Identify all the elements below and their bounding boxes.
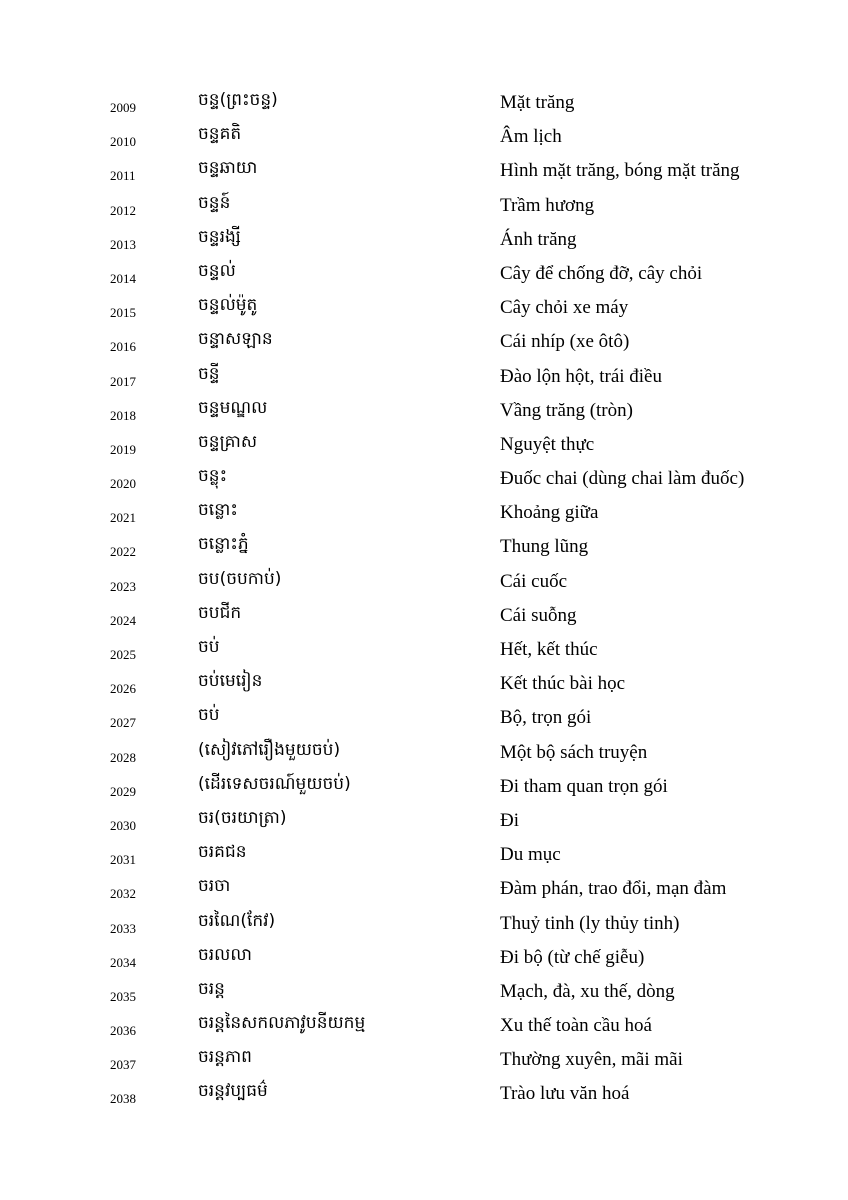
entry-khmer-term: ចប(ចបកាប់) — [198, 568, 282, 589]
entry-vietnamese-meaning: Nguyệt thực — [500, 433, 595, 455]
entry-number: 2017 — [110, 373, 136, 389]
entry-number: 2019 — [110, 441, 136, 457]
entry-number: 2024 — [110, 612, 136, 628]
entry-khmer-term: ចន្ទឆាយា — [198, 158, 258, 179]
entry-khmer-term: ចរណៃ(កែវ) — [198, 910, 276, 931]
entry-row — [0, 361, 848, 395]
entry-number: 2016 — [110, 339, 136, 355]
entry-vietnamese-meaning: Bộ, trọn gói — [500, 707, 592, 729]
entry-vietnamese-meaning: Xu thế toàn cầu hoá — [500, 1015, 652, 1037]
entry-row — [0, 190, 848, 224]
entry-khmer-term: ចប់ — [198, 705, 220, 726]
entry-number: 2026 — [110, 681, 136, 697]
entry-number: 2035 — [110, 988, 136, 1004]
entry-row — [0, 566, 848, 600]
entry-row — [0, 224, 848, 258]
entry-khmer-term: ចរន្តភាព — [198, 1047, 252, 1068]
entry-vietnamese-meaning: Cái cuốc — [500, 570, 568, 592]
entry-row — [0, 395, 848, 429]
entry-number: 2009 — [110, 100, 136, 115]
entry-khmer-term: ចន្ទមណ្ឌល — [198, 397, 268, 418]
entry-vietnamese-meaning: Hết, kết thúc — [500, 639, 598, 660]
entry-row — [0, 155, 848, 189]
entry-vietnamese-meaning: Hình mặt trăng, bóng mặt trăng — [500, 160, 740, 182]
entry-row — [0, 87, 848, 121]
entry-khmer-term: ចន្ទ(ព្រះចន្ទ) — [198, 90, 278, 110]
entry-number: 2014 — [110, 270, 136, 286]
entry-number: 2037 — [110, 1057, 136, 1073]
entry-row — [0, 668, 848, 702]
entry-number: 2020 — [110, 476, 136, 492]
entry-row — [0, 908, 848, 942]
entry-number: 2033 — [110, 920, 136, 936]
entry-number: 2030 — [110, 817, 136, 833]
entry-number: 2011 — [110, 168, 136, 184]
entry-vietnamese-meaning: Âm lịch — [500, 126, 562, 148]
entry-row — [0, 634, 848, 668]
entry-vietnamese-meaning: Đi bộ (từ chế giễu) — [500, 946, 645, 968]
entry-number: 2028 — [110, 749, 136, 765]
entry-khmer-term: ចន្ទល់ — [198, 260, 236, 281]
entry-number: 2029 — [110, 783, 136, 799]
entry-khmer-term: ចន្ទន៍ — [198, 192, 231, 213]
entry-row — [0, 600, 848, 634]
entry-khmer-term: ចន្លុះ — [198, 466, 228, 487]
entry-number: 2036 — [110, 1023, 136, 1039]
entry-khmer-term: ចប់មេរៀន — [198, 671, 263, 692]
entry-khmer-term: ចន្ទរង្សី — [198, 226, 241, 247]
entry-number: 2010 — [110, 134, 136, 150]
entry-khmer-term: ចន្ទគតិ — [198, 124, 242, 145]
entry-number: 2038 — [110, 1091, 136, 1107]
entry-vietnamese-meaning: Thuỷ tinh (ly thủy tinh) — [500, 912, 680, 934]
entry-khmer-term: ចរលលា — [198, 944, 252, 965]
entry-khmer-term: ចបជីក — [198, 602, 242, 623]
entry-vietnamese-meaning: Đào lộn hột, trái điều — [500, 365, 662, 387]
entry-khmer-term: ចរ(ចរយាត្រា) — [198, 807, 287, 828]
entry-khmer-term: (ដើរទេសចរណ៍មួយចប់) — [198, 773, 351, 794]
entry-row — [0, 497, 848, 531]
entry-khmer-term: ចប់ — [198, 637, 220, 657]
entry-row — [0, 121, 848, 155]
entry-number: 2021 — [110, 510, 136, 526]
entry-row — [0, 531, 848, 565]
entry-vietnamese-meaning: Cây để chống đỡ, cây chỏi — [500, 262, 703, 284]
entry-vietnamese-meaning: Đàm phán, trao đổi, mạn đàm — [500, 878, 727, 900]
entry-vietnamese-meaning: Trầm hương — [500, 194, 595, 216]
entry-list — [0, 87, 848, 1113]
entry-row — [0, 839, 848, 873]
entry-number: 2027 — [110, 715, 136, 731]
entry-vietnamese-meaning: Trào lưu văn hoá — [500, 1083, 630, 1105]
entry-row — [0, 976, 848, 1010]
entry-row — [0, 1010, 848, 1044]
entry-row — [0, 463, 848, 497]
entry-row — [0, 292, 848, 326]
entry-khmer-term: ចរគជន — [198, 842, 247, 863]
entry-row — [0, 702, 848, 736]
entry-vietnamese-meaning: Thung lũng — [500, 536, 589, 558]
entry-vietnamese-meaning: Cây chỏi xe máy — [500, 297, 629, 319]
entry-vietnamese-meaning: Khoảng giữa — [500, 502, 599, 524]
entry-row — [0, 942, 848, 976]
entry-number: 2015 — [110, 305, 136, 321]
entry-vietnamese-meaning: Cái suỗng — [500, 604, 577, 626]
entry-vietnamese-meaning: Vầng trăng (tròn) — [500, 399, 633, 421]
entry-row — [0, 873, 848, 907]
entry-row — [0, 1044, 848, 1078]
entry-number: 2022 — [110, 544, 136, 560]
entry-vietnamese-meaning: Một bộ sách truyện — [500, 741, 648, 763]
entry-vietnamese-meaning: Cái nhíp (xe ôtô) — [500, 331, 630, 353]
entry-khmer-term: ចន្លោះភ្នំ — [198, 534, 249, 555]
entry-row — [0, 258, 848, 292]
entry-number: 2012 — [110, 202, 136, 218]
entry-vietnamese-meaning: Du mục — [500, 844, 561, 866]
entry-number: 2018 — [110, 407, 136, 423]
entry-khmer-term: ចន្ទល់ម៉ូតូ — [198, 295, 258, 316]
entry-khmer-term: ចរចា — [198, 876, 231, 897]
entry-row — [0, 1078, 848, 1112]
entry-number: 2025 — [110, 647, 136, 662]
entry-khmer-term: ចន្ទគ្រាស — [198, 431, 258, 452]
entry-khmer-term: (សៀវភៅរឿងមួយចប់) — [198, 739, 341, 760]
entry-row — [0, 326, 848, 360]
entry-number: 2031 — [110, 852, 136, 868]
entry-vietnamese-meaning: Kết thúc bài học — [500, 673, 626, 695]
entry-row — [0, 805, 848, 839]
entry-vietnamese-meaning: Thường xuyên, mãi mãi — [500, 1049, 683, 1071]
entry-vietnamese-meaning: Đi — [500, 809, 519, 831]
entry-khmer-term: ចន្លោះ — [198, 500, 238, 521]
entry-row — [0, 737, 848, 771]
entry-number: 2034 — [110, 954, 136, 970]
entry-vietnamese-meaning: Ánh trăng — [500, 228, 577, 250]
entry-khmer-term: ចរន្ត — [198, 978, 225, 999]
entry-vietnamese-meaning: Đuốc chai (dùng chai làm đuốc) — [500, 468, 745, 490]
entry-row — [0, 771, 848, 805]
entry-number: 2023 — [110, 578, 136, 594]
entry-vietnamese-meaning: Mạch, đà, xu thế, dòng — [500, 980, 675, 1002]
entry-vietnamese-meaning: Mặt trăng — [500, 92, 575, 113]
entry-khmer-term: ចន្ទី — [198, 363, 220, 384]
entry-vietnamese-meaning: Đi tham quan trọn gói — [500, 775, 668, 797]
entry-khmer-term: ចន្ទាសឡាន — [198, 329, 273, 350]
entry-number: 2032 — [110, 886, 136, 902]
entry-number: 2013 — [110, 236, 136, 252]
entry-row — [0, 429, 848, 463]
entry-khmer-term: ចរន្តវប្បធម៌ — [198, 1081, 268, 1102]
entry-khmer-term: ចរន្តនៃសកលភាវូបនីយកម្ម — [198, 1013, 366, 1034]
